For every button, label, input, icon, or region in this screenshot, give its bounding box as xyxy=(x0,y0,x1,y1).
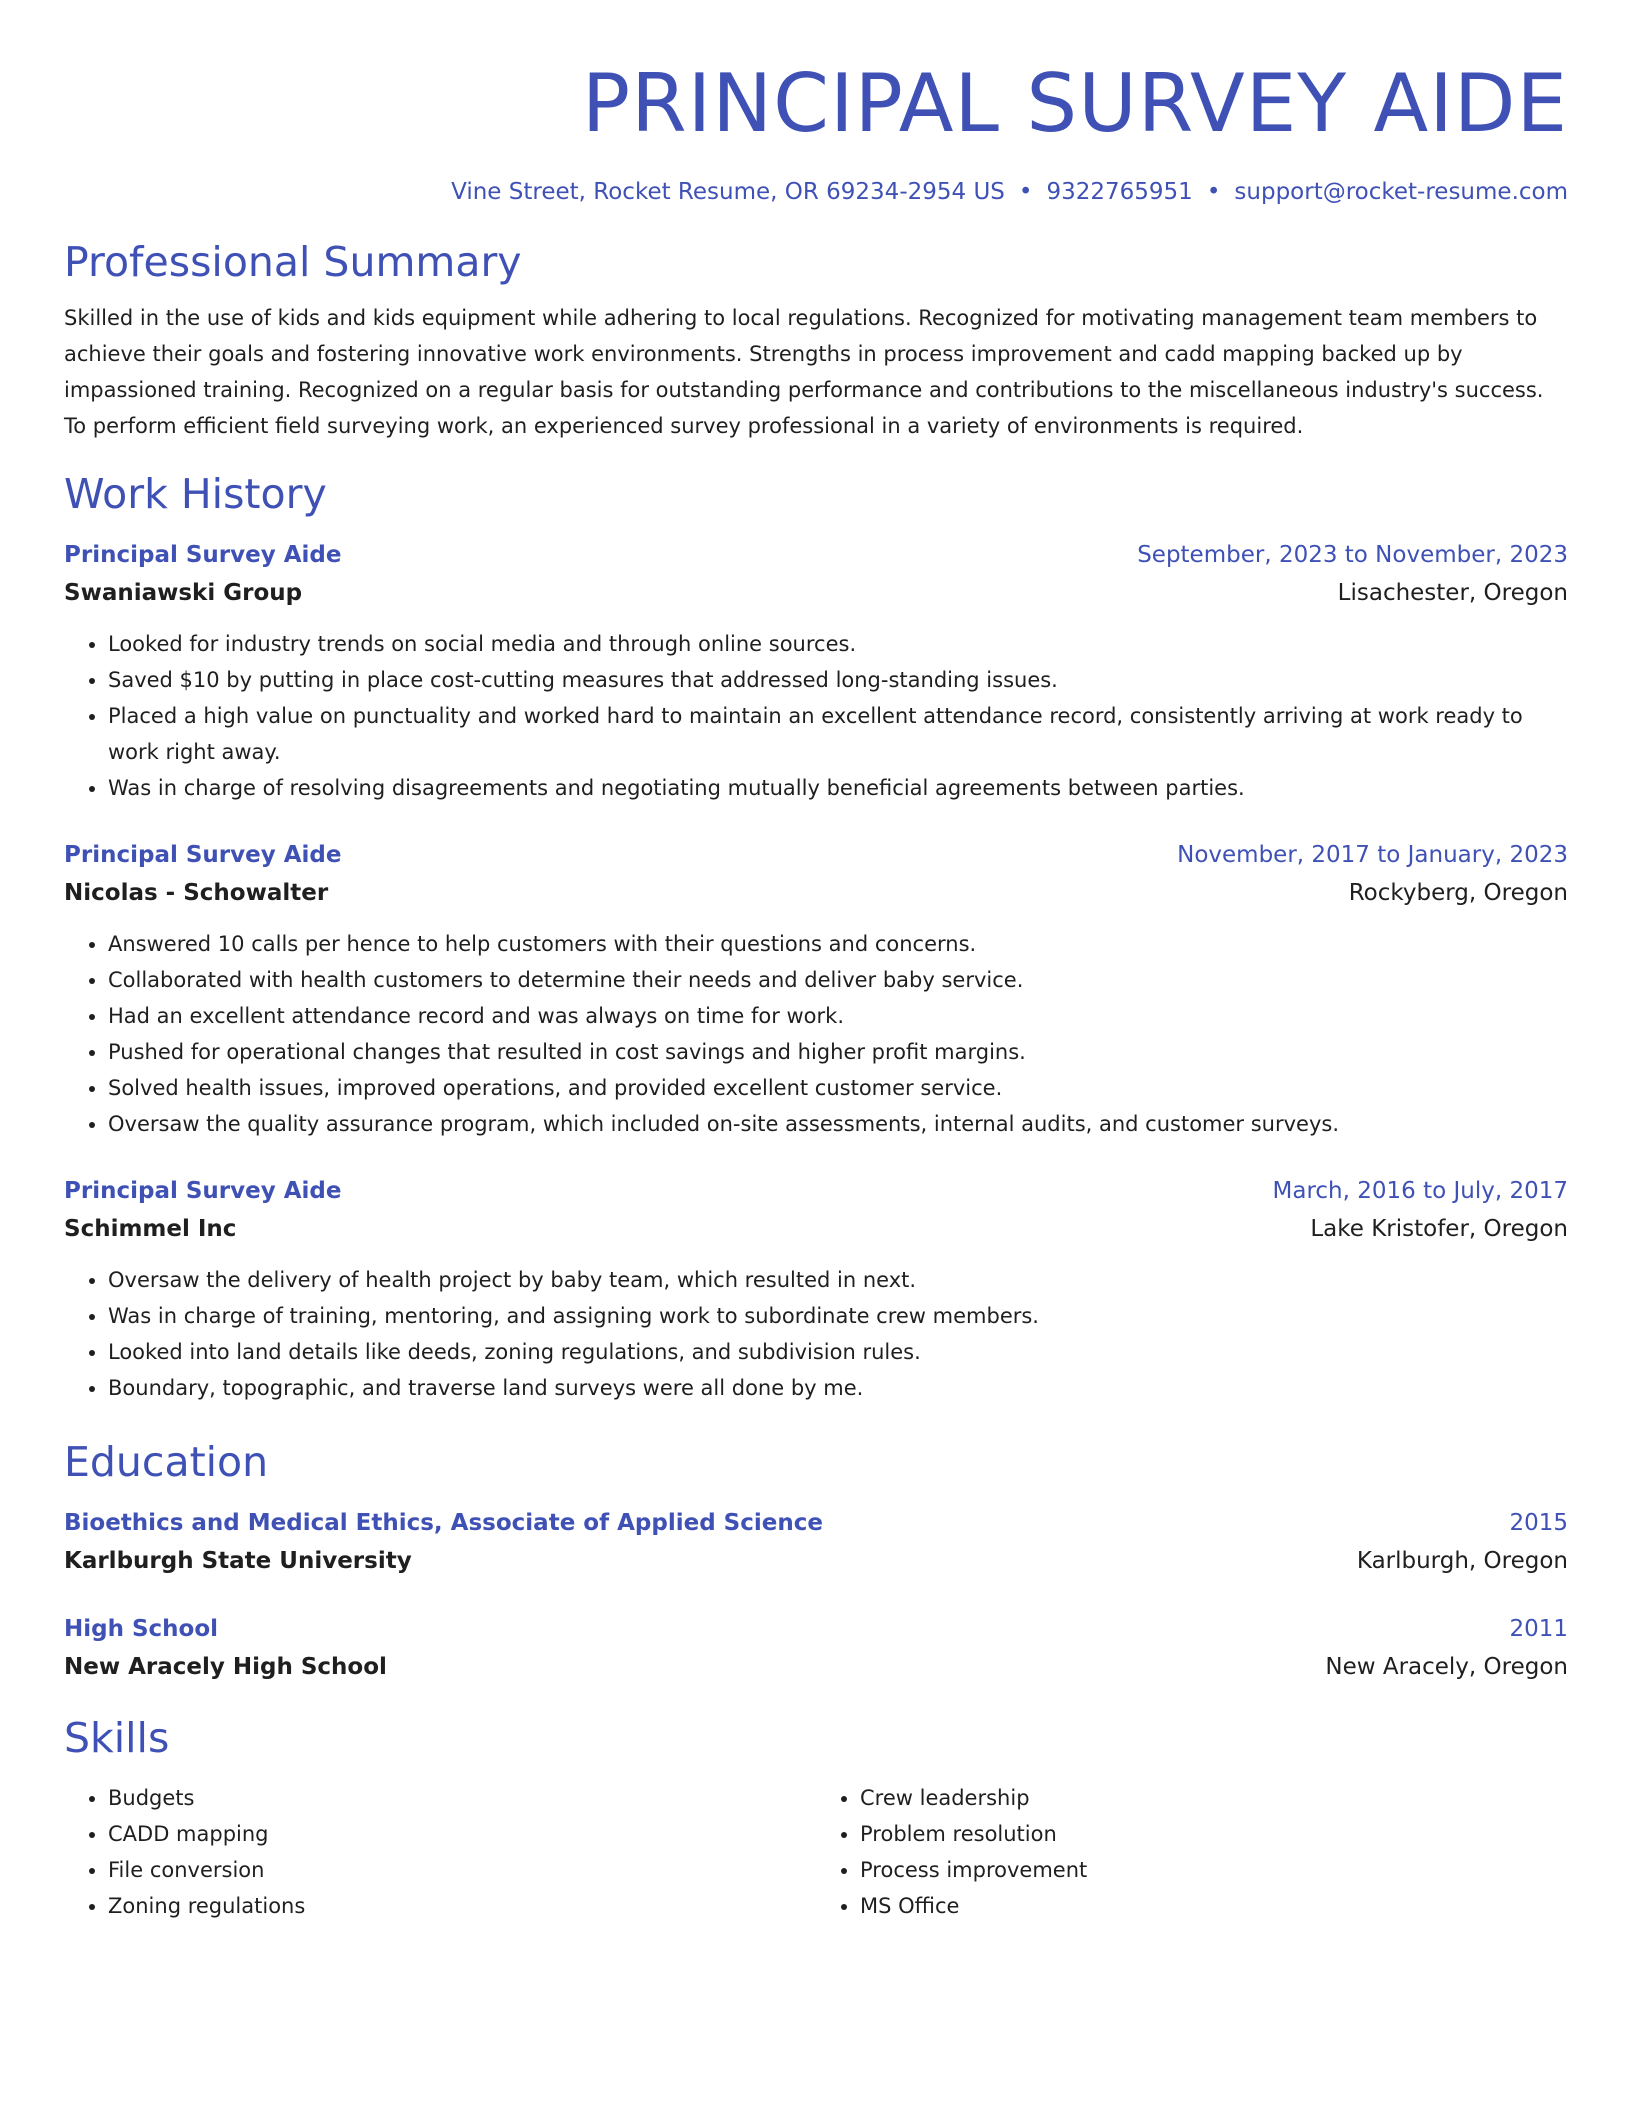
job-bullets xyxy=(64,1262,1568,1406)
work-history-heading: Work History xyxy=(64,470,327,518)
skills-column-left xyxy=(64,1780,816,1924)
job-bullet: • Boundary, topographic, and traverse land surveys were all done by me. xyxy=(108,1370,1568,1406)
job-bullet: • Was in charge of training, mentoring, and assigning work to subordinate crew members. xyxy=(108,1298,1568,1334)
job-company: Nicolas - Schowalter xyxy=(64,880,329,906)
job-location: Lisachester, Oregon xyxy=(1337,580,1568,606)
job-bullet: • Had an excellent attendance record and was always on time for work. xyxy=(108,998,1568,1034)
education-location: New Aracely, Oregon xyxy=(1325,1654,1568,1680)
job-dates: March, 2016 to July, 2017 xyxy=(1272,1178,1568,1204)
job-bullet: • Collaborated with health customers to determine their needs and deliver baby service. xyxy=(108,962,1568,998)
job-entry xyxy=(64,836,1568,1142)
job-dates: November, 2017 to January, 2023 xyxy=(1177,842,1568,868)
education-year: 2011 xyxy=(1509,1616,1568,1642)
contact-separator: • xyxy=(1206,179,1221,205)
job-entry xyxy=(64,1172,1568,1406)
skills-column-right xyxy=(816,1780,1568,1924)
contact-email[interactable]: support@rocket-resume.com xyxy=(1234,179,1568,205)
education-degree: High School xyxy=(64,1616,219,1642)
education-year: 2015 xyxy=(1509,1510,1568,1536)
job-role: Principal Survey Aide xyxy=(64,542,342,568)
job-role: Principal Survey Aide xyxy=(64,842,342,868)
job-company: Swaniawski Group xyxy=(64,580,303,606)
job-bullet: • Oversaw the delivery of health project by baby team, which resulted in next. xyxy=(108,1262,1568,1298)
contact-separator: • xyxy=(1018,179,1033,205)
skills-list xyxy=(64,1780,1568,1924)
education-school: Karlburgh State University xyxy=(64,1548,412,1574)
education-school: New Aracely High School xyxy=(64,1654,387,1680)
job-bullet: • Saved $10 by putting in place cost-cutting measures that addressed long-standing issues. xyxy=(108,662,1568,698)
job-location: Lake Kristofer, Oregon xyxy=(1310,1216,1568,1242)
skill-item: • Problem resolution xyxy=(860,1816,1568,1852)
job-dates: September, 2023 to November, 2023 xyxy=(1137,542,1568,568)
job-bullet: • Oversaw the quality assurance program, which included on-site assessments, internal audits, and customer surveys. xyxy=(108,1106,1568,1142)
job-bullet: • Placed a high value on punctuality and worked hard to maintain an excellent attendance record, consistently arriving at work ready to work right away. xyxy=(108,698,1568,770)
skill-item: • CADD mapping xyxy=(108,1816,816,1852)
summary-heading: Professional Summary xyxy=(64,238,522,286)
skills-heading: Skills xyxy=(64,1714,170,1762)
education-entry xyxy=(64,1504,1568,1580)
job-bullet: • Looked for industry trends on social media and through online sources. xyxy=(108,626,1568,662)
job-bullet: • Looked into land details like deeds, zoning regulations, and subdivision rules. xyxy=(108,1334,1568,1370)
job-role: Principal Survey Aide xyxy=(64,1178,342,1204)
skill-item: • Budgets xyxy=(108,1780,816,1816)
skill-item: • Crew leadership xyxy=(860,1780,1568,1816)
skill-item: • File conversion xyxy=(108,1852,816,1888)
summary-text: Skilled in the use of kids and kids equipment while adhering to local regulations. Recognized for motivating management team members to achieve their goals and fostering innovative work environments. Strengths in process improvement and cadd mapping backed up by impassioned training. Recognized on a regular basis for outstanding performance and contributions to the miscellaneous industry's success. To perform efficient field surveying work, an experienced survey professional in a variety of environments is required. xyxy=(64,306,1544,438)
education-degree: Bioethics and Medical Ethics, Associate of Applied Science xyxy=(64,1510,823,1536)
contact-address: Vine Street, Rocket Resume, OR 69234-2954 US xyxy=(451,179,1005,205)
education-location: Karlburgh, Oregon xyxy=(1356,1548,1568,1574)
education-heading: Education xyxy=(64,1438,269,1486)
job-company: Schimmel Inc xyxy=(64,1216,237,1242)
contact-line xyxy=(64,176,1568,208)
job-bullet: • Solved health issues, improved operations, and provided excellent customer service. xyxy=(108,1070,1568,1106)
resume-title: PRINCIPAL SURVEY AIDE xyxy=(581,57,1568,150)
contact-phone: 9322765951 xyxy=(1046,179,1193,205)
skill-item: • MS Office xyxy=(860,1888,1568,1924)
job-bullet: • Answered 10 calls per hence to help customers with their questions and concerns. xyxy=(108,926,1568,962)
job-bullets xyxy=(64,626,1568,806)
job-location: Rockyberg, Oregon xyxy=(1348,880,1568,906)
job-bullet: • Was in charge of resolving disagreements and negotiating mutually beneficial agreements between parties. xyxy=(108,770,1568,806)
job-bullet: • Pushed for operational changes that resulted in cost savings and higher profit margins. xyxy=(108,1034,1568,1070)
job-entry xyxy=(64,536,1568,806)
skill-item: • Zoning regulations xyxy=(108,1888,816,1924)
skill-item: • Process improvement xyxy=(860,1852,1568,1888)
education-entry xyxy=(64,1610,1568,1686)
job-bullets xyxy=(64,926,1568,1142)
